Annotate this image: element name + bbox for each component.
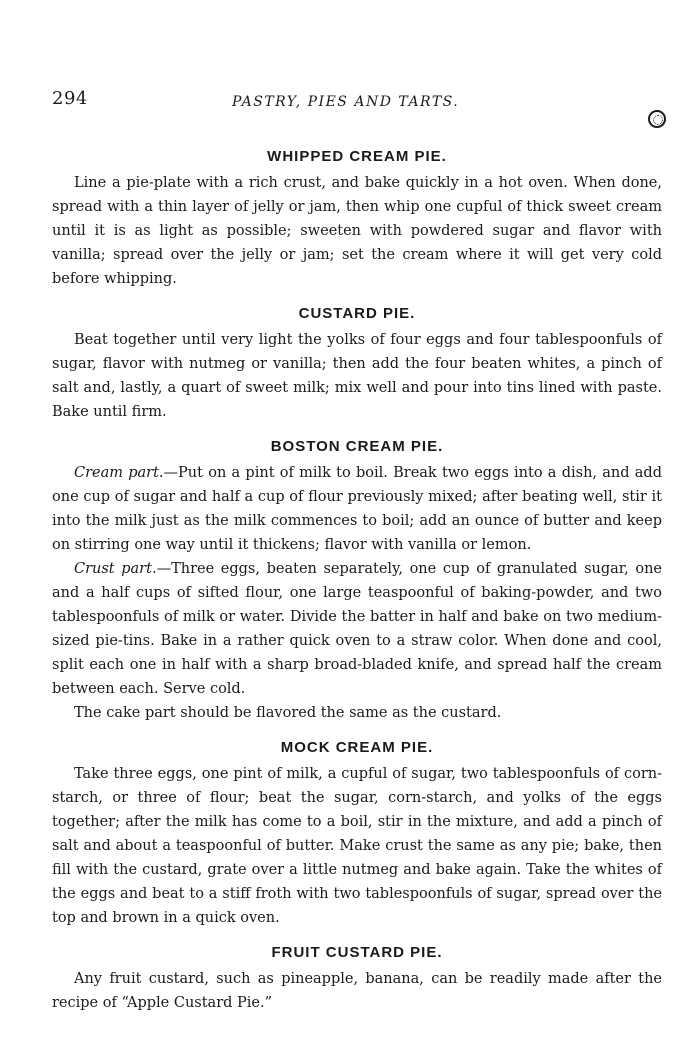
text-cream-part: —Put on a pint of milk to boil. Break two eggs into a dish, and add one cup of sugar and half a cup of flour previously mixed; after beating well, stir it into the milk just as the milk commences to boil; add an ounce of butter and keep on stirring one way until it thickens; flavor with vanilla or lemon.: [52, 465, 662, 553]
section-title: MOCK CREAM PIE.: [280, 739, 434, 756]
paragraph: Take three eggs, one pint of milk, a cupful of sugar, two tablespoonfuls of corn-starch, or three of flour; beat the sugar, corn-starch, and yolks of the eggs together; after the milk has come to a boil, stir in the mixture, and add a pinch of salt and about a teaspoonful of butter. Make crust the same as any pie; bake, then fill with the custard, grate over a little nutmeg and bake again. Take the whites of the eggs and beat to a stiff froth with two tablespoonfuls of sugar, spread over the top and brown in a quick oven.: [52, 766, 662, 926]
paragraph: Beat together until very light the yolks of four eggs and four tablespoonfuls of sugar, flavor with nutmeg or vanilla; then add the four beaten whites, a pinch of salt and, lastly, a quart of sweet milk; mix well and pour into tins lined with paste. Bake until firm.: [52, 332, 662, 420]
page-content: [52, 140, 662, 1015]
section-whipped-cream-pie: [52, 148, 662, 291]
section-custard-pie: [52, 305, 662, 424]
section-title: CUSTARD PIE.: [298, 305, 416, 322]
text-crust-part: —Three eggs, beaten separately, one cup of granulated sugar, one and a half cups of sifted flour, one large teaspoonful of baking-powder, and two tablespoonfuls of milk or water. Divide the batter in half and bake on two medium-sized pie-tins. Bake in a rather quick oven to a straw color. When done and cool, split each one in half with a sharp broad-bladed knife, and spread half the cream between each. Serve cold.: [52, 561, 662, 697]
paragraph: Line a pie-plate with a rich crust, and bake quickly in a hot oven. When done, spread with a thin layer of jelly or jam, then whip one cupful of thick sweet cream until it is as light as possible; sweeten with powdered sugar and flavor with vanilla; spread over the jelly or jam; set the cream where it will get very cold before whipping.: [52, 175, 662, 287]
ornament-icon: [648, 110, 666, 128]
lead-crust-part: Crust part.: [74, 561, 157, 577]
section-title: WHIPPED CREAM PIE.: [267, 148, 447, 165]
section-title: FRUIT CUSTARD PIE.: [271, 944, 443, 961]
section-fruit-custard-pie: [52, 944, 662, 1015]
lead-cream-part: Cream part.: [74, 465, 164, 481]
section-mock-cream-pie: [52, 739, 662, 930]
paragraph: Any fruit custard, such as pineapple, banana, can be readily made after the recipe of “Apple Custard Pie.”: [52, 971, 662, 1011]
paragraph-crust-part: [52, 557, 662, 701]
paragraph-note: The cake part should be flavored the same as the custard.: [74, 705, 502, 721]
paragraph-cream-part: [52, 461, 662, 557]
section-boston-cream-pie: [52, 438, 662, 725]
page-number: 294: [52, 88, 88, 109]
running-head: PASTRY, PIES AND TARTS.: [232, 94, 460, 110]
section-title: BOSTON CREAM PIE.: [270, 438, 444, 455]
